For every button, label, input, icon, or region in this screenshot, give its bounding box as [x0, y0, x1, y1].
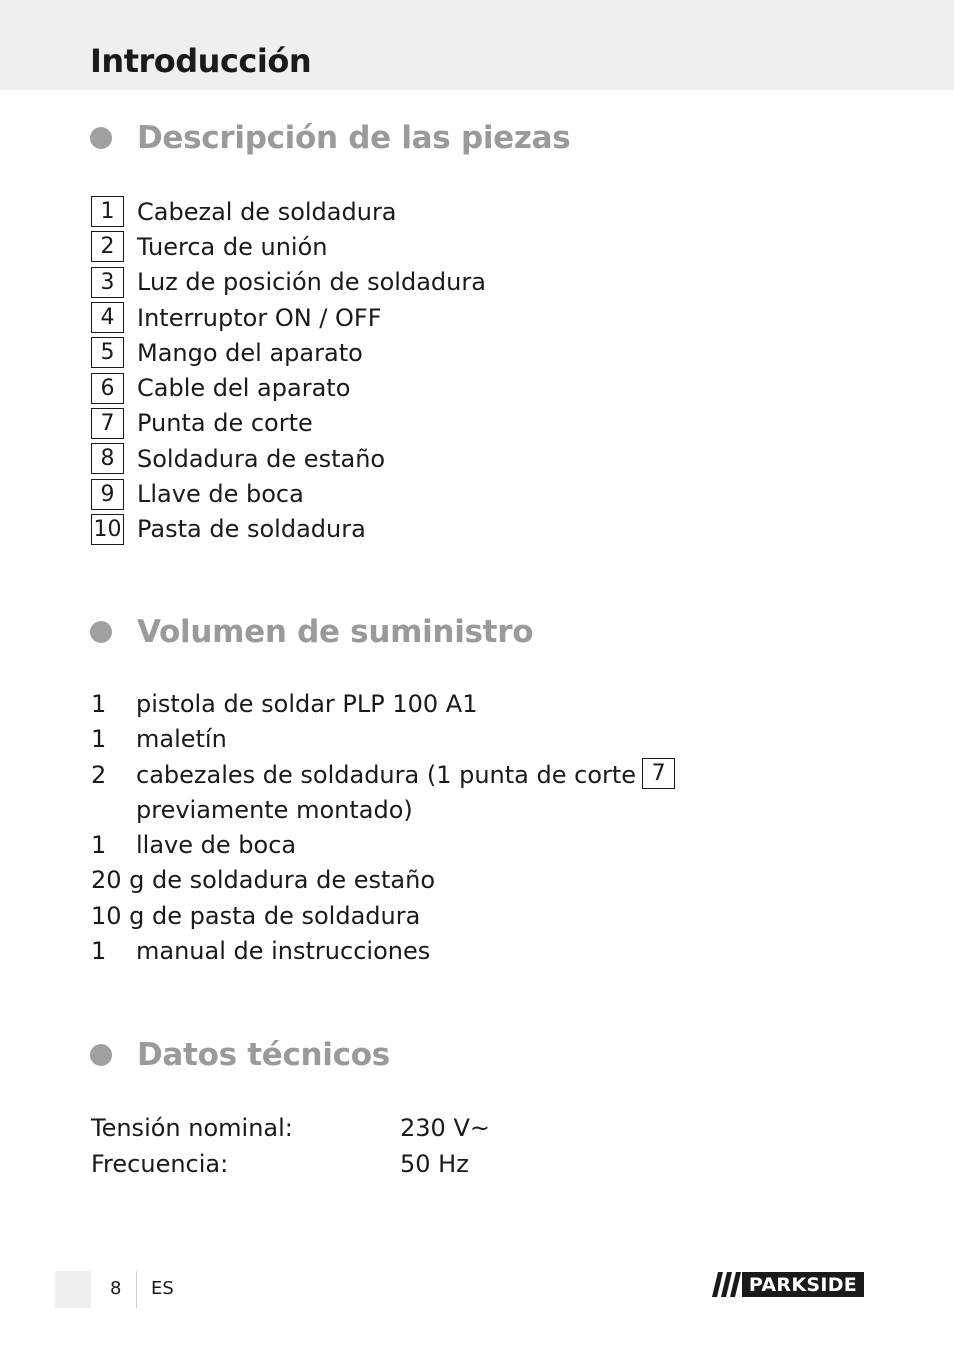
supply-text: 10 g de pasta de soldadura — [91, 901, 421, 930]
supply-text: 20 g de soldadura de estaño — [91, 866, 436, 895]
parts-list — [91, 194, 486, 547]
part-label: Mango del aparato — [137, 338, 363, 367]
part-label: Interruptor ON / OFF — [137, 303, 382, 332]
part-number-box: 8 — [91, 443, 124, 474]
supply-text-wrapper — [136, 758, 675, 829]
part-number-box: 3 — [91, 267, 124, 298]
part-number-box: 9 — [91, 479, 124, 510]
part-label: Llave de boca — [137, 480, 304, 509]
supply-text: maletín — [136, 725, 227, 754]
heading-parts: Descripción de las piezas — [137, 120, 571, 156]
list-item — [91, 863, 675, 898]
list-item — [91, 441, 486, 476]
section-heading-supply — [90, 614, 533, 650]
part-number-box: 2 — [91, 231, 124, 262]
spec-label: Frecuencia: — [91, 1150, 229, 1178]
list-item — [91, 828, 675, 863]
table-row — [91, 1110, 490, 1146]
part-number-box: 7 — [91, 408, 124, 439]
part-label: Pasta de soldadura — [137, 515, 366, 544]
part-label: Tuerca de unión — [137, 232, 328, 261]
supply-qty: 1 — [91, 937, 107, 966]
footer-divider — [136, 1271, 137, 1308]
tech-specs-table — [91, 1110, 490, 1182]
list-item — [91, 476, 486, 511]
brand-wordmark: PARKSIDE — [742, 1272, 864, 1297]
spec-value: 50 Hz — [400, 1150, 469, 1178]
part-number-box: 5 — [91, 337, 124, 368]
list-item — [91, 899, 675, 934]
supply-text: manual de instrucciones — [136, 937, 431, 966]
spec-value: 230 V~ — [400, 1114, 490, 1142]
part-number-box: 6 — [91, 373, 124, 404]
supply-qty: 1 — [91, 831, 107, 860]
bullet-icon — [90, 621, 112, 643]
list-item — [91, 335, 486, 370]
logo-stripes-icon — [712, 1272, 742, 1297]
supply-qty: 1 — [91, 725, 107, 754]
list-item — [91, 406, 486, 441]
list-item — [91, 687, 675, 722]
parkside-logo — [712, 1272, 864, 1297]
bullet-icon — [90, 1044, 112, 1066]
part-label: Cabezal de soldadura — [137, 197, 397, 226]
part-label: Luz de posición de soldadura — [137, 268, 486, 297]
section-heading-parts — [90, 120, 570, 156]
supply-text: pistola de soldar PLP 100 A1 — [136, 690, 478, 718]
page-title: Introducción — [90, 42, 312, 80]
spec-label: Tensión nominal: — [91, 1114, 293, 1142]
bullet-icon — [90, 127, 112, 149]
list-item — [91, 300, 486, 335]
heading-supply: Volumen de suministro — [137, 614, 534, 650]
part-label: Soldadura de estaño — [137, 444, 386, 473]
part-label: Cable del aparato — [137, 374, 351, 403]
part-number-box: 10 — [91, 514, 124, 545]
section-heading-tech — [90, 1037, 390, 1073]
heading-tech: Datos técnicos — [137, 1037, 390, 1073]
part-number-box: 7 — [642, 758, 675, 789]
list-item — [91, 934, 675, 969]
supply-text-continuation: previamente montado) — [136, 795, 413, 824]
supply-list — [91, 687, 675, 969]
list-item — [91, 265, 486, 300]
list-item — [91, 758, 675, 829]
page-number: 8 — [110, 1278, 122, 1299]
supply-qty: 2 — [91, 760, 107, 789]
part-label: Punta de corte — [137, 409, 313, 438]
list-item — [91, 194, 486, 229]
language-code: ES — [151, 1278, 174, 1299]
footer-marker — [55, 1271, 91, 1308]
list-item — [91, 229, 486, 264]
supply-qty: 1 — [91, 690, 107, 718]
part-number-box: 4 — [91, 302, 124, 333]
list-item — [91, 512, 486, 547]
list-item — [91, 722, 675, 757]
table-row — [91, 1146, 490, 1182]
part-number-box: 1 — [91, 196, 124, 227]
supply-text: llave de boca — [136, 831, 297, 860]
list-item — [91, 370, 486, 405]
supply-text: cabezales de soldadura (1 punta de corte — [136, 760, 637, 789]
